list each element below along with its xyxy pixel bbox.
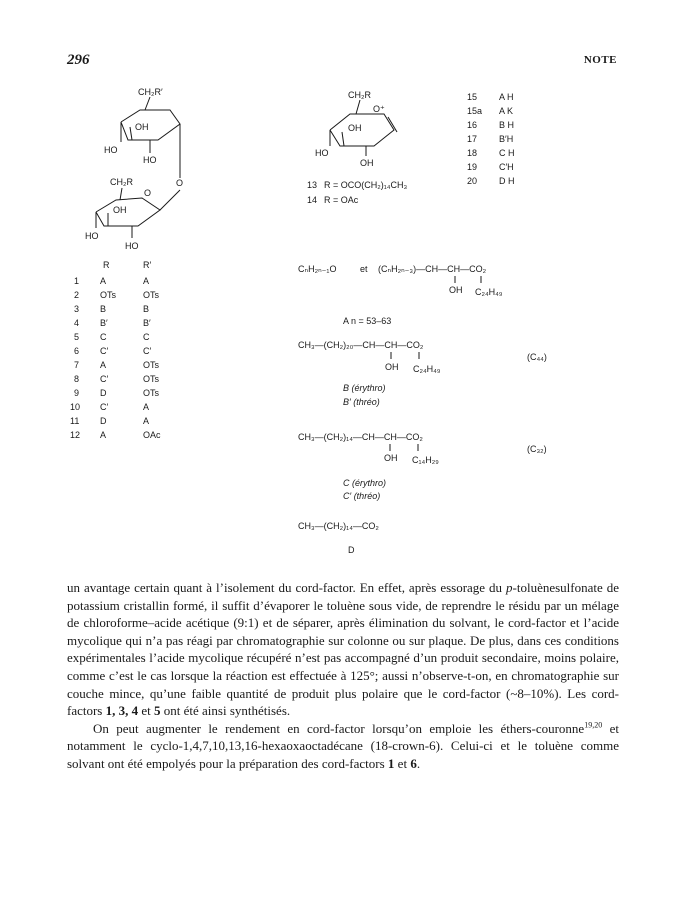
compound-table [70, 260, 161, 440]
compound-row-r: A [100, 276, 107, 286]
formula-b-tag: (C₄₄) [527, 352, 547, 362]
compound-row-r-prime: B′ [143, 318, 151, 328]
compound-row-r: B [100, 304, 107, 314]
compound-row-r-prime: C′ [143, 346, 152, 356]
formula-d-main: CH₃—(CH₂)₁₄—CO₂ [298, 521, 379, 531]
upper-ring-oh: OH [135, 122, 149, 132]
upper-ring-ho-bottom: HO [143, 155, 157, 165]
right-ring-oh: OH [348, 123, 362, 133]
formula-c-label-threo: C′ (thréo) [343, 491, 381, 501]
formula-b-oh: OH [385, 362, 399, 372]
compound-row-num: 2 [74, 290, 80, 300]
formula-c-oh: OH [384, 453, 398, 463]
formula-b-label-erythro: B (érythro) [343, 383, 386, 393]
right-ring-ho: HO [315, 148, 329, 158]
side-table-code: C H [499, 148, 515, 158]
side-table [467, 92, 515, 186]
compound-row-r-prime: OTs [143, 290, 160, 300]
compound-row-r: A [100, 360, 107, 370]
lower-ring-ho-left: HO [85, 231, 99, 241]
compound-row-r-prime: OTs [143, 374, 160, 384]
compound-row-r-prime: OTs [143, 388, 160, 398]
side-table-num: 15a [467, 106, 483, 116]
formula-b [298, 340, 547, 407]
body-text [67, 579, 619, 773]
compound-row-num: 4 [74, 318, 80, 328]
formula-b-main: CH₃—(CH₂)₂₀—CH—CH—CO₂ [298, 340, 424, 350]
compound-ref-bold: 5 [154, 703, 161, 719]
compound-row-r-prime: A [143, 276, 150, 286]
paragraph-2-text: et [394, 755, 411, 771]
formula-a-range: A n = 53–63 [343, 316, 392, 326]
paragraph-1 [67, 579, 619, 720]
compound-row-num: 10 [70, 402, 81, 412]
compound-row-r: OTs [100, 290, 117, 300]
formula-c-main: CH₃—(CH₂)₁₄—CH—CH—CO₂ [298, 432, 423, 442]
compound-row-num: 8 [74, 374, 80, 384]
side-table-num: 17 [467, 134, 478, 144]
upper-ring-ch2r-prime: CH₂R′ [138, 87, 163, 97]
side-table-code: D H [499, 176, 515, 186]
side-table-code: A H [499, 92, 514, 102]
compound-row-num: 9 [74, 388, 80, 398]
side-table-num: 20 [467, 176, 478, 186]
compound-row-r-prime: OTs [143, 360, 160, 370]
formula-a-oh: OH [449, 285, 463, 295]
r-definition-14-num: 14 [307, 195, 318, 205]
formula-d [298, 521, 379, 555]
paragraph-1-text: et [138, 703, 155, 719]
formula-d-label: D [348, 545, 355, 555]
reference-superscript: 19,20 [584, 720, 603, 730]
formula-c-substituent: C₁₄H₂₉ [412, 455, 439, 465]
r-definition-13: R = OCO(CH₂)₁₄CH₃ [324, 180, 408, 190]
formula-a-substituent: C₂₄H₄₉ [475, 287, 503, 297]
para-prefix-italic: p [506, 580, 513, 595]
paragraph-2-text: On peut augmenter le rendement en cord-factor lorsqu’on emploie les éthers-couronne [93, 720, 585, 736]
formula-a-right: (CₙH₂ₙ₋₃)—CH—CH—CO₂ [378, 264, 487, 274]
compound-row-num: 5 [74, 332, 80, 342]
compound-row-num: 7 [74, 360, 80, 370]
lower-ring-oxygen: O [144, 188, 152, 198]
compound-row-r: C′ [100, 346, 109, 356]
paragraph-1-text: -toluènesulfonate de potassium cristallin formé, il suffit d’évaporer le toluène sous vide, de reprendre le résidu par un mélage de chloroforme–acide acétique (9:1) et de séparer, après élimination du solvant, le cord-factor et l’acide mycolique qui n’a pas réagi par chromatographie sur colonne ou sur plaque. De plus, dans ces conditions expérimentales l’acide mycolique récupéré n’est pas accompagné d’un produit secondaire, moins polaire, comme c’est le cas lorsque la réaction est effectuée à 125°; aussi n’observe-t-on, en chromatographie sur couche mince, qu’une faible quantité de produit plus polaire que le cord-factor (~8–10%). Les cord-factors [67, 580, 619, 719]
compound-row-r-prime: C [143, 332, 150, 342]
side-table-num: 19 [467, 162, 478, 172]
compound-ref-bold: 1, 3, 4 [105, 703, 139, 719]
page-number: 296 [67, 52, 90, 68]
compound-row-r-prime: OAc [143, 430, 161, 440]
formula-b-substituent: C₂₄H₄₉ [413, 364, 441, 374]
side-table-code: B′H [499, 134, 514, 144]
compound-row-r: C′ [100, 402, 109, 412]
paragraph-1-text: un avantage certain quant à l’isolement du cord-factor. En effet, après essorage du [67, 580, 507, 595]
paragraph-2-text: et notamment le cyclo-1,4,7,10,13,16-hexaoxaoctadécane (18-crown-6). Celui-ci et le toluène comme solvant ont été empolyés pour la préparation des cord-factors [67, 720, 619, 771]
r-definition-14: R = OAc [324, 195, 359, 205]
compound-row-r-prime: A [143, 416, 150, 426]
lower-ring-oh: OH [113, 205, 127, 215]
compound-row-r: D [100, 416, 107, 426]
side-table-code: A K [499, 106, 514, 116]
paragraph-2-text: . [416, 755, 421, 771]
side-table-num: 16 [467, 120, 478, 130]
compound-row-r-prime: B [143, 304, 150, 314]
compound-row-r-prime: A [143, 402, 150, 412]
side-table-code: B H [499, 120, 515, 130]
compound-row-num: 3 [74, 304, 80, 314]
side-table-code: C′H [499, 162, 514, 172]
glycosidic-oxygen: O [176, 178, 184, 188]
compound-row-num: 11 [70, 416, 80, 426]
compound-row-r: C [100, 332, 107, 342]
compound-row-r: C′ [100, 374, 109, 384]
formula-c-label-erythro: C (érythro) [343, 478, 387, 488]
right-ring-oh-bottom: OH [360, 158, 374, 168]
formula-c-tag: (C₃₂) [527, 444, 547, 454]
compound-table-header-r-prime: R′ [143, 260, 152, 270]
left-disaccharide-bonds [96, 97, 180, 238]
formula-a [298, 264, 503, 326]
formula-a-left: CₙH₂ₙ₋₁O [298, 264, 337, 274]
formula-b-label-threo: B′ (thréo) [343, 397, 380, 407]
compound-row-num: 1 [74, 276, 80, 286]
running-head: NOTE [583, 54, 617, 66]
compound-row-num: 12 [70, 430, 81, 440]
lower-ring-ho-bottom: HO [125, 241, 139, 251]
r-definition-13-num: 13 [307, 180, 318, 190]
compound-ref-bold: 6 [410, 755, 417, 771]
formula-c [298, 432, 547, 501]
lower-ring-ch2r: CH₂R [110, 177, 133, 187]
compound-ref-bold: 1 [387, 755, 395, 771]
side-table-num: 18 [467, 148, 478, 158]
compound-row-num: 6 [74, 346, 80, 356]
right-ring-oxonium: O⁺ [373, 104, 385, 114]
right-ring-bonds [330, 100, 397, 156]
side-table-num: 15 [467, 92, 478, 102]
right-ring-ch2r: CH₂R [348, 90, 371, 100]
upper-ring-ho-left: HO [104, 145, 118, 155]
compound-row-r: D [100, 388, 107, 398]
formula-a-et: et [360, 264, 368, 274]
compound-row-r: A [100, 430, 107, 440]
compound-row-r: B′ [100, 318, 108, 328]
compound-table-header-r: R [103, 260, 110, 270]
paragraph-1-text: ont été ainsi synthétisés. [160, 703, 291, 719]
paragraph-2 [67, 720, 619, 773]
